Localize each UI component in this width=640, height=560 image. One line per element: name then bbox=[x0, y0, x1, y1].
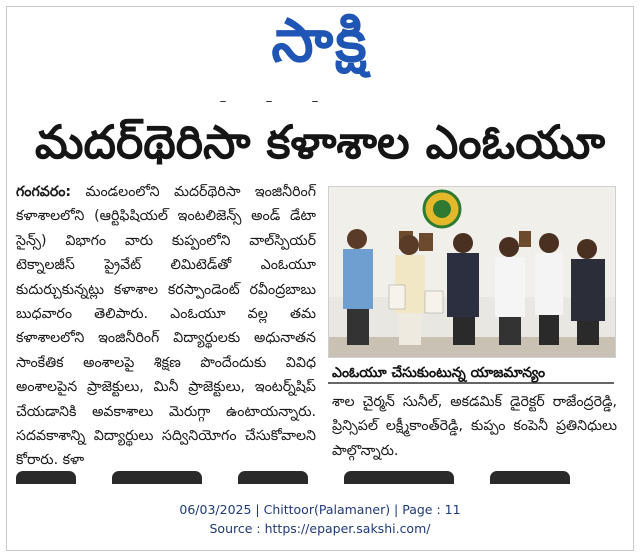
mou-photo-illustration bbox=[329, 187, 615, 357]
cut-off-previous-headline bbox=[220, 92, 380, 102]
photo-caption: ఎంఓయూ చేసుకుంటున్న యాజమాన్యం bbox=[328, 362, 614, 384]
article-body-left bbox=[16, 180, 316, 473]
news-photo bbox=[328, 186, 616, 358]
headline: మదర్‌థెరిసా కళాశాల ఎంఓయూ bbox=[34, 115, 606, 169]
sakshi-logo: సాక్షి bbox=[271, 6, 369, 76]
edition-info: 06/03/2025 | Chittoor(Palamaner) | Page : 11 bbox=[179, 502, 461, 517]
cut-off-next-headline bbox=[16, 470, 616, 484]
dateline: గంగవరం: bbox=[16, 184, 72, 200]
source-link[interactable]: Source : https://epaper.sakshi.com/ bbox=[209, 521, 431, 536]
article-text-left: మండలంలోని మదర్‌థెరిసా ఇంజినీరింగ్ కళాశాలలోని (ఆర్టిఫిషియల్ ఇంటలిజెన్స్ అండ్ డేటా సైన్స్) విభాగం వారు కుప్పంలోని వాల్‌స్పియర్ టెక్నాలజీస్ ప్రైవేట్ లిమిటెడ్‌తో ఎంఓయూ కుదుర్చుకున్నట్లు కళాశాల కరస్పాండెంట్ రవీంద్రబాబు బుధవారం తెలిపారు. ఎంఓయూ వల్ల తమ కళాశాలలోని ఇంజినీరింగ్ విద్యార్థులకు అధునాతన సాంకేతిక అంశాలపై శిక్షణ పొందేందుకు వివిధ అంశాలపైన ప్రాజెక్టులు, మినీ ప్రాజెక్టులు, ఇంటర్న్‌షిప్ చేయడానికి అవకాశాలు మెరుగ్గా ఉంటాయన్నారు. సదవకాశాన్ని విద్యార్థులు సద్వినియోగం చేసుకోవాలని కోరారు. కళా bbox=[16, 184, 316, 469]
masthead bbox=[0, 4, 640, 78]
article-body-right bbox=[332, 390, 617, 463]
clipping-footer bbox=[0, 500, 640, 538]
article-text-right: శాల చైర్మన్ సునీల్, అకడమిక్ డైరెక్టర్ రాజేంద్రరెడ్డి, ప్రిన్సిపల్ లక్ష్మీకాంత్‌రెడ్డి, కుప్పం కంపెనీ ప్రతినిధులు పాల్గొన్నారు. bbox=[332, 394, 617, 459]
